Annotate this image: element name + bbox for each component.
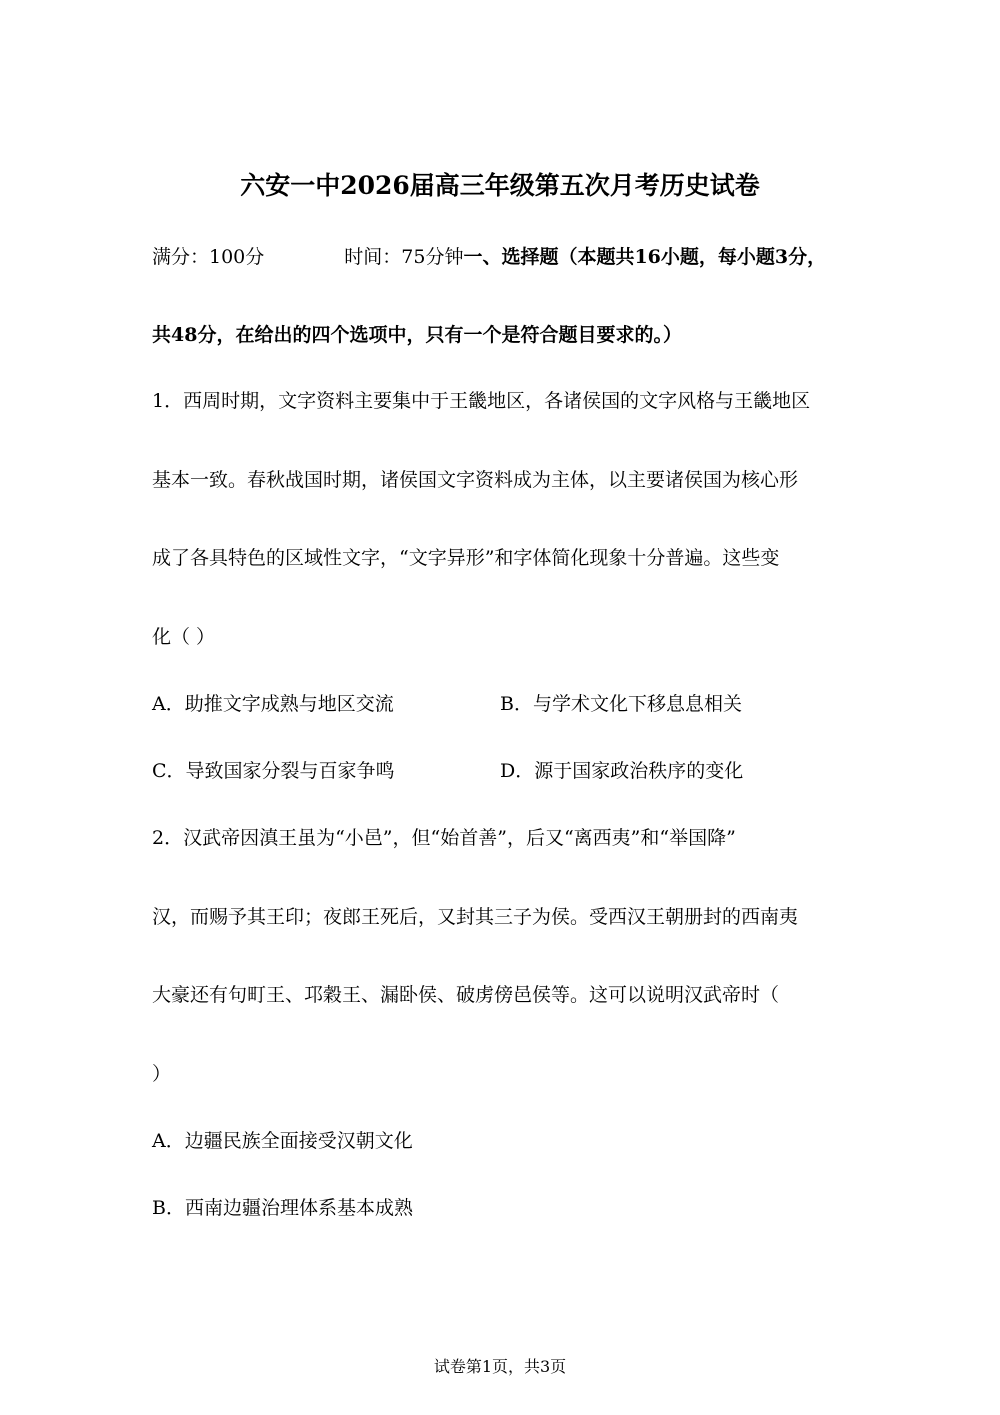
question-2-option-b[interactable]: B．西南边疆治理体系基本成熟: [152, 1197, 413, 1219]
section-heading-part1: 一、选择题（本题共16小题，每小题3分，: [463, 246, 827, 268]
section-heading-part2: 共48分，在给出的四个选项中，只有一个是符合题目要求的。）: [152, 324, 682, 346]
question-1-line-4: 化（ ）: [152, 626, 216, 648]
page-title: 六安一中2026届高三年级第五次月考历史试卷: [240, 171, 760, 200]
question-2-line-4: ）: [152, 1063, 172, 1085]
question-1-line-2: 基本一致。春秋战国时期，诸侯国文字资料成为主体，以主要诸侯国为核心形: [152, 469, 799, 491]
question-1-line-1: 1．西周时期，文字资料主要集中于王畿地区，各诸侯国的文字风格与王畿地区: [152, 390, 811, 412]
question-1-option-c[interactable]: C．导致国家分裂与百家争鸣: [152, 760, 395, 782]
page-footer: 试卷第1页，共3页: [433, 1357, 567, 1376]
question-2-line-1: 2．汉武帝因滇王虽为“小邑”，但“始首善”，后又“离西夷”和“举国降”: [152, 827, 736, 849]
question-2-option-a[interactable]: A．边疆民族全面接受汉朝文化: [152, 1130, 413, 1152]
question-1-option-d[interactable]: D．源于国家政治秩序的变化: [500, 760, 744, 782]
question-2-line-3: 大豪还有句町王、邛穀王、漏卧侯、破虏傍邑侯等。这可以说明汉武帝时（: [152, 984, 780, 1006]
question-1-option-b[interactable]: B．与学术文化下移息息相关: [500, 693, 742, 715]
question-1-option-a[interactable]: A．助推文字成熟与地区交流: [152, 693, 394, 715]
question-1-line-3: 成了各具特色的区域性文字，“文字异形”和字体简化现象十分普遍。这些变: [152, 547, 780, 569]
exam-meta-line: [152, 242, 826, 272]
question-2-line-2: 汉，而赐予其王印；夜郎王死后，又封其三子为侯。受西汉王朝册封的西南夷: [152, 906, 799, 928]
full-score: 满分：100分: [152, 246, 265, 268]
exam-time: 时间：75分钟: [344, 246, 464, 268]
